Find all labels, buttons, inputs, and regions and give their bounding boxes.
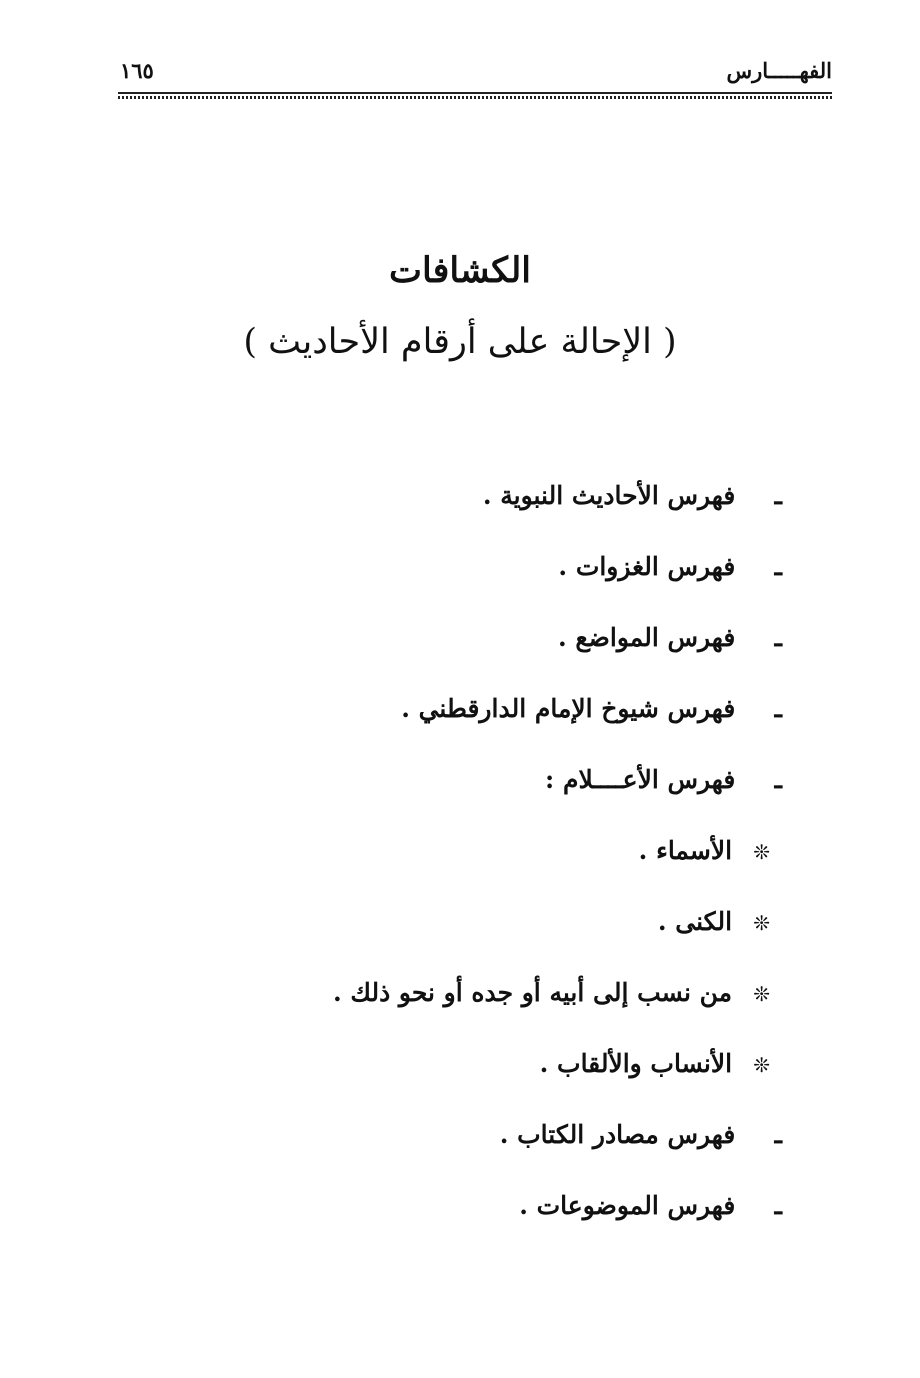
- list-item-label: فهرس المواضع .: [557, 623, 736, 652]
- index-list: [333, 475, 782, 1256]
- list-item-label: فهرس الأحاديث النبوية .: [482, 481, 736, 510]
- list-item: [333, 688, 782, 759]
- list-item-label: فهرس شيوخ الإمام الدارقطني .: [401, 694, 736, 723]
- list-item: [333, 546, 782, 617]
- sub-list-item: [333, 972, 782, 1043]
- dash-marker: ـ: [774, 694, 782, 723]
- page-number: ١٦٥: [120, 58, 154, 83]
- dash-marker: ـ: [774, 1120, 782, 1149]
- list-item-label: فهرس الغزوات .: [558, 552, 736, 581]
- list-item: [333, 1185, 782, 1256]
- list-item-label: الكنى .: [657, 907, 733, 936]
- list-item-label: فهرس مصادر الكتاب .: [499, 1120, 736, 1149]
- page-header: [118, 52, 832, 102]
- asterisk-icon: ❊: [753, 911, 770, 935]
- dash-marker: ـ: [774, 623, 782, 652]
- running-header-title: الفهـــــارس: [726, 58, 832, 83]
- asterisk-icon: ❊: [753, 1053, 770, 1077]
- list-item-label: فهرس الموضوعات .: [519, 1191, 736, 1220]
- list-item: [333, 759, 782, 830]
- list-item-label: فهرس الأعــــلام :: [545, 765, 736, 794]
- sub-list-item: [333, 1043, 782, 1114]
- list-item-label: من نسب إلى أبيه أو جده أو نحو ذلك .: [332, 978, 733, 1007]
- list-item: [333, 617, 782, 688]
- dash-marker: ـ: [774, 1191, 782, 1220]
- dash-marker: ـ: [774, 481, 782, 510]
- sub-list-item: [333, 901, 782, 972]
- header-divider: [118, 92, 832, 99]
- dash-marker: ـ: [774, 552, 782, 581]
- page-title: الكشافات: [389, 250, 531, 291]
- asterisk-icon: ❊: [753, 840, 770, 864]
- asterisk-icon: ❊: [753, 982, 770, 1006]
- list-item-label: الأسماء .: [638, 836, 733, 865]
- sub-list-item: [333, 830, 782, 901]
- dash-marker: ـ: [774, 765, 782, 794]
- list-item-label: الأنساب والألقاب .: [539, 1049, 733, 1078]
- page-subtitle: ( الإحالة على أرقام الأحاديث ): [243, 322, 677, 362]
- list-item: [333, 475, 782, 546]
- list-item: [333, 1114, 782, 1185]
